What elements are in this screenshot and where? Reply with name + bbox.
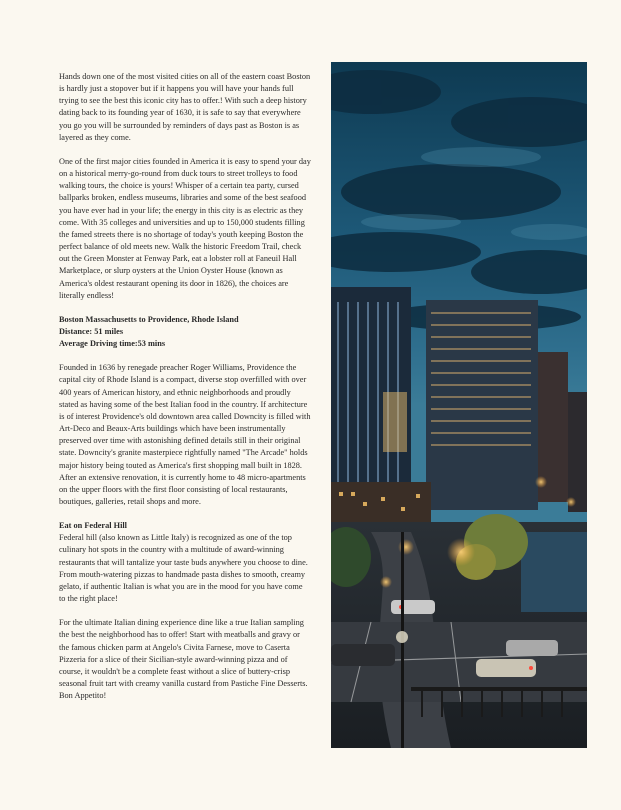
providence-paragraph: Founded in 1636 by renegade preacher Roger Williams, Providence the capital city of Rhode Island is a compact, diverse stop overfilled with over 400 years of American history, and ethnic neighborhoods and proudly stated as having some of the best Italian food in the country. If architecture is of interest Providence's old downtown area called Downcity is filled with Art-Deco and Beaux-Arts buildings which have been instrumentally preserved over time with astonishing defined details still in their original state. Downcity's granite masterpiece rightfully named "The Arcade" holds major history being touted as America's first shopping mall built in 1828. After an extensive renovation, it is currently home to 48 micro-apartments on the upper floors with the first floor consisting of local restaurants, boutiques, galleries, retail shops and more. xyxy=(59,363,311,506)
article-text xyxy=(59,71,311,714)
eat-heading: Eat on Federal Hill xyxy=(59,521,127,531)
intro-paragraph: Hands down one of the most visited cities on all of the eastern coast Boston is hardly just a stopover but if it happens you will have your hands full trying to see the best this iconic city has to offer.! With such a deep history dating back to its founding year of 1630, it is safe to say that everywhere you go you will be surrounded by reminders of days past as Boston is as layered as they come. xyxy=(59,72,311,142)
route-distance: Distance: 51 miles xyxy=(59,326,124,336)
city-dusk-photo xyxy=(331,62,587,748)
boston-paragraph: One of the first major cities founded in America it is easy to spend your day on a historical merry-go-round from duck tours to street trolleys to food walking tours, the choice is yours! Whisper of a certain tea party, cursed ballparks broken, endless museums, libraries and some of the best seafood you have ever had in your life; the energy in this city is as electric as they come. With 35 colleges and universities and up to 150,000 students filling the famed streets there is no shortage of today's youth keeping Boston the perfect balance of old meets new. Walk the historic Freedom Trail, check out the Green Monster at Fenway Park, eat a lobster roll at Faneuil Hall Marketplace, or slurp oysters at the Union Oyster House (known as America's oldest restaurant opening its door in 1826), the choices are literally endless! xyxy=(59,156,311,300)
route-time: Average Driving time:53 mins xyxy=(59,339,166,349)
route-title: Boston Massachusetts to Providence, Rhode Island xyxy=(59,314,239,324)
dining-paragraph: For the ultimate Italian dining experience dine like a true Italian sampling the best the neighborhood has to offer! Start with meatballs and gravy or the famous chicken parm at Angelo's Civita Farnese, move to Caserta Pizzeria for a slice of their Sicilian-style award-winning pizza and of course, it wouldn't be a complete feast without a slice of buttery-crisp seasonal fruit tart with creamy vanilla custard from Pastiche Fine Desserts. Bon Appetito! xyxy=(59,618,308,701)
federal-hill-paragraph: Federal hill (also known as Little Italy) is recognized as one of the top culinary hot spots in the country with a multitude of award-winning restaurants that will tantalize your taste buds anywhere you choose to dine. From mouth-watering pizzas to handmade pasta dishes to smooth, creamy gelato, if authentic Italian is what you are in the mood for you have come to the right place! xyxy=(59,533,308,604)
route-info xyxy=(59,314,311,350)
photo-illustration xyxy=(331,62,587,748)
